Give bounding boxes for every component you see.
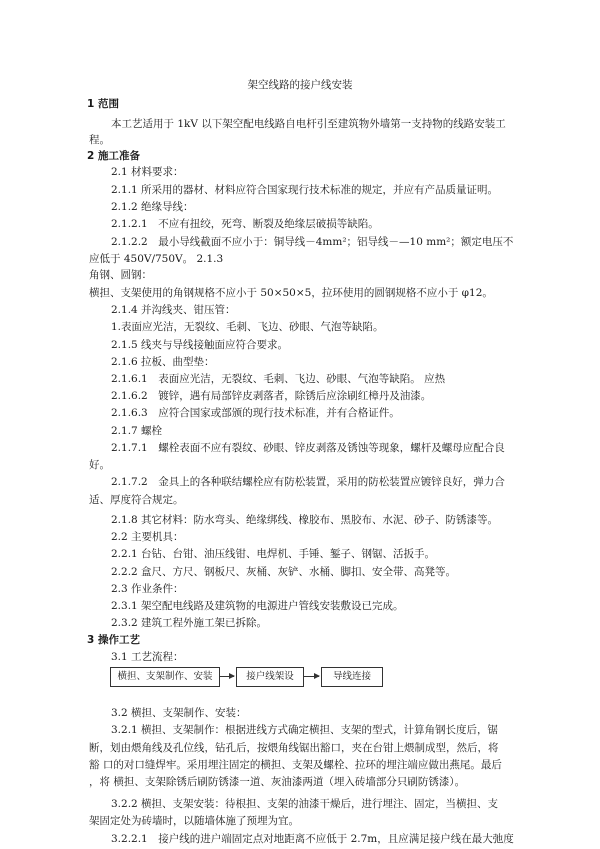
paragraph-line: 3.1 工艺流程： — [111, 651, 184, 663]
paragraph-line: 2.1.6 拉板、曲型垫： — [111, 356, 215, 368]
paragraph-line: 程。 — [89, 134, 110, 146]
paragraph-line: 应低于 450V/750V。 2.1.3 — [89, 253, 224, 265]
paragraph-line: 2.1.2 绝缘导线： — [111, 201, 194, 213]
paragraph-line: 2.1.6.3 应符合国家或部颁的现行技术标准，并有合格证件。 — [111, 407, 400, 419]
paragraph-line: 2.1.1 所采用的器材、材料应符合国家现行技术标准的规定，并应有产品质量证明。 — [111, 184, 499, 196]
paragraph-line: 架固定处为砖墙时，以随墙体施了预埋为宜。 — [89, 815, 299, 827]
document-title: 架空线路的接户线安装 — [247, 79, 353, 91]
paragraph-line: 3.2.1 横担、支架制作：根据进线方式确定横担、支架的型式，计算角钢长度后，锯 — [111, 724, 499, 736]
paragraph-line: 豁 口的对口缝焊牢。采用埋注固定的横担、支架及螺栓、拉环的埋注端应做出燕尾。最后 — [89, 759, 502, 771]
paragraph-line: 2.3 作业条件： — [111, 583, 184, 595]
paragraph-line: 3.2 横担、支架制作、安装： — [111, 707, 247, 719]
paragraph-line: 2.1.7 螺栓 — [111, 425, 163, 437]
paragraph-line: 横担、支架使用的角钢规格不应小于 50×50×5，拉环使用的圆钢规格不应小于 φ12。 — [89, 287, 493, 299]
paragraph-line: 2.1.6.1 表面应光洁，无裂纹、毛刺、飞边、砂眼、气泡等缺陷。 应热 — [111, 373, 446, 385]
paragraph-line: ，将 横担、支架除锈后刷防锈漆一道、灰油漆两道（埋入砖墙部分只刷防锈漆）。 — [89, 776, 466, 788]
paragraph-line: 2.2 主要机具： — [111, 531, 184, 543]
heading-scope: 1 范围 — [87, 98, 119, 110]
paragraph-line: 3.2.2.1 接户线的进户端固定点对地距离不应低于 2.7m，且应满足接户线在最大弛度 — [111, 833, 514, 845]
flow-arrow-icon — [303, 676, 319, 677]
flow-step-box: 接户线架设 — [236, 667, 304, 687]
paragraph-line: 2.1 材料要求： — [111, 166, 184, 178]
paragraph-line: 断，划由煨角线及孔位线，钻孔后，按煨角线锯出豁口，夹在台钳上煨制成型，然后，将 — [89, 742, 499, 754]
paragraph-line: 适、厚度符合规定。 — [89, 494, 184, 506]
paragraph-line: 3.2.2 横担、支架安装：待根担、支架的油漆干燥后，进行埋注、固定，当横担、支 — [111, 798, 499, 810]
paragraph-line: 好。 — [89, 459, 110, 471]
paragraph-line: 2.1.5 线夹与导线接触面应符合要求。 — [111, 339, 289, 351]
paragraph-line: 角钢、圆钢： — [89, 269, 152, 281]
paragraph-line: 本工艺适用于 1kV 以下架空配电线路自电杆引至建筑物外墙第一支持物的线路安装工 — [111, 118, 506, 130]
paragraph-line: 2.1.4 并沟线夹、钳压管： — [111, 304, 236, 316]
paragraph-line: 2.1.2.1 不应有扭绞，死弯、断裂及绝缘层破损等缺陷。 — [111, 218, 379, 230]
paragraph-line: 1.表面应光洁，无裂纹、毛刺、飞边、砂眼、气泡等缺陷。 — [111, 321, 384, 333]
paragraph-line: 2.2.2 盒尺、方尺、钢板尺、灰桶、灰铲、水桶、脚扣、安全带、高凳等。 — [111, 566, 457, 578]
process-flow-diagram — [110, 667, 470, 687]
paragraph-line: 2.1.7.1 螺栓表面不应有裂纹、砂眼、锌皮剥落及锈蚀等现象，螺杆及螺母应配合良 — [111, 442, 505, 454]
paragraph-line: 2.3.1 架空配电线路及建筑物的电源进户管线安装敷设已完成。 — [111, 600, 404, 612]
paragraph-line: 2.1.2.2 最小导线截面不应小于：铜导线－4mm²；铝导线－—10 mm²；额定电压不 — [111, 236, 514, 248]
paragraph-line: 2.3.2 建筑工程外施工架已拆除。 — [111, 617, 268, 629]
flow-step-box: 横担、支架制作、安装 — [110, 667, 220, 687]
flow-arrow-icon — [219, 676, 234, 677]
heading-preparation: 2 施工准备 — [87, 150, 140, 162]
paragraph-line: 2.1.6.2 镀锌，遇有局部锌皮剥落者，除锈后应涂刷红樟丹及油漆。 — [111, 390, 432, 402]
paragraph-line: 2.1.7.2 金具上的各种联结螺栓应有防松装置，采用的防松装置应镀锌良好，弹力合 — [111, 476, 505, 488]
paragraph-line: 2.2.1 台钻、台钳、油压线钳、电焊机、手锤、錾子、钢锯、活扳手。 — [111, 548, 436, 560]
heading-operation: 3 操作工艺 — [87, 634, 140, 646]
flow-step-box: 导线连接 — [321, 667, 383, 687]
paragraph-line: 2.1.8 其它材料：防水弯头、绝缘绑线、橡胶布、黑胶布、水泥、砂子、防锈漆等。 — [111, 514, 499, 526]
